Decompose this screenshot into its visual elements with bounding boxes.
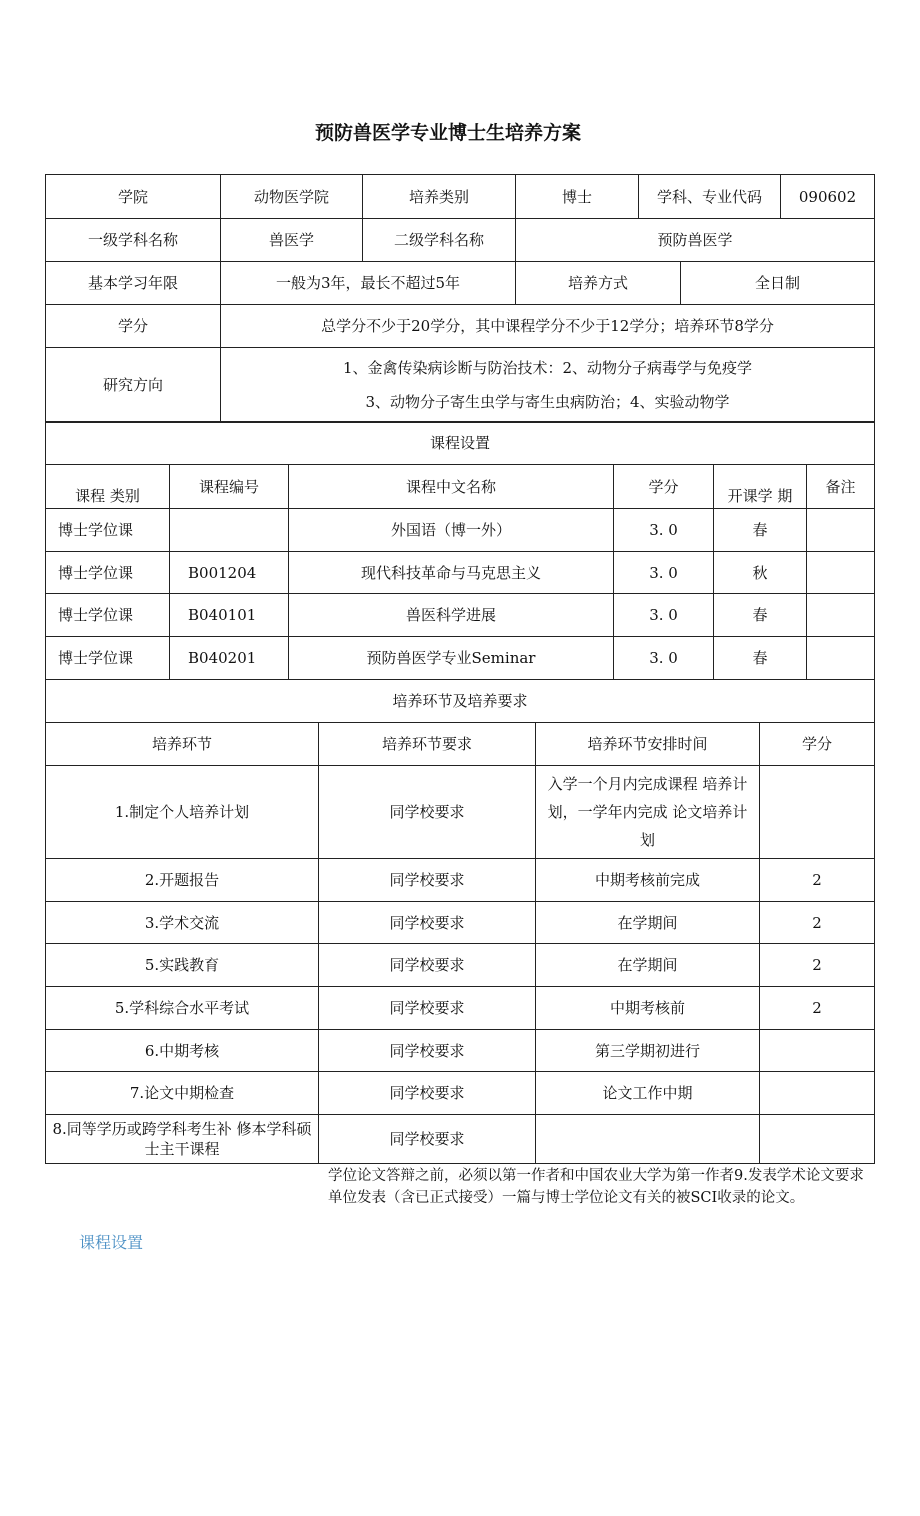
courses-table xyxy=(45,421,875,680)
training-header-requirement: 培养环节要求 xyxy=(319,723,536,766)
course-term: 秋 xyxy=(714,552,807,594)
course-credit: 3. 0 xyxy=(614,509,714,552)
second-discipline-label: 二级学科名称 xyxy=(363,219,516,262)
training-credit xyxy=(760,1030,875,1072)
table-row xyxy=(46,594,875,637)
first-discipline-value: 兽医学 xyxy=(221,219,363,262)
training-schedule: 在学期间 xyxy=(536,902,760,944)
course-term: 春 xyxy=(714,637,807,680)
training-requirement: 同学校要求 xyxy=(319,944,536,987)
training-credit xyxy=(760,1072,875,1115)
code-label: 学科、专业代码 xyxy=(639,175,781,219)
course-header-credit-text: 学分 xyxy=(648,478,679,496)
course-header-name-text: 课程中文名称 xyxy=(405,478,496,496)
thesis-requirement-note: 学位论文答辩之前，必须以第一作者和中国农业大学为第一作者9.发表学术论文要求 单位发表（含已正式接受）一篇与博士学位论文有关的被SCI收录的论文。 xyxy=(328,1168,864,1206)
table-row xyxy=(46,1072,875,1115)
table-row xyxy=(46,637,875,680)
training-link: 6.中期考核 xyxy=(46,1030,319,1072)
course-remark xyxy=(807,509,875,552)
course-credit: 3. 0 xyxy=(614,637,714,680)
course-header-credit xyxy=(614,465,714,509)
research-directions xyxy=(221,348,875,423)
table-row xyxy=(46,766,875,859)
training-link: 1.制定个人培养计划 xyxy=(46,766,319,859)
second-discipline-value: 预防兽医学 xyxy=(516,219,875,262)
training-schedule: 中期考核前完成 xyxy=(536,859,760,902)
course-remark xyxy=(807,552,875,594)
course-name: 现代科技革命与马克思主义 xyxy=(289,552,614,594)
code-value: 090602 xyxy=(781,175,875,219)
mode-value: 全日制 xyxy=(681,262,875,305)
training-credit xyxy=(760,766,875,859)
course-name: 预防兽医学专业Seminar xyxy=(289,637,614,680)
college-value: 动物医学院 xyxy=(221,175,363,219)
courses-section-title: 课程设置 xyxy=(46,422,875,465)
first-discipline-label: 一级学科名称 xyxy=(46,219,221,262)
training-schedule: 在学期间 xyxy=(536,944,760,987)
course-header-remark xyxy=(807,465,875,509)
credit-value: 总学分不少于20学分，其中课程学分不少于12学分；培养环节8学分 xyxy=(221,305,875,348)
research-line-2: 3、动物分子寄生虫学与寄生虫病防治；4、实验动物学 xyxy=(365,393,730,411)
course-credit: 3. 0 xyxy=(614,552,714,594)
training-schedule: 入学一个月内完成课程 培养计划，一学年内完成 论文培养计划 xyxy=(536,766,760,859)
training-link: 2.开题报告 xyxy=(46,859,319,902)
type-label: 培养类别 xyxy=(363,175,516,219)
course-term: 春 xyxy=(714,594,807,637)
course-header-term xyxy=(714,465,807,509)
training-credit: 2 xyxy=(760,859,875,902)
table-row xyxy=(46,1115,875,1164)
course-header-code xyxy=(170,465,289,509)
training-requirement: 同学校要求 xyxy=(319,859,536,902)
table-row xyxy=(46,859,875,902)
college-label: 学院 xyxy=(46,175,221,219)
training-section-title: 培养环节及培养要求 xyxy=(46,680,875,723)
training-link: 3.学术交流 xyxy=(46,902,319,944)
training-link: 5.学科综合水平考试 xyxy=(46,987,319,1030)
course-category: 博士学位课 xyxy=(46,637,170,680)
course-remark xyxy=(807,594,875,637)
research-label: 研究方向 xyxy=(46,348,221,423)
course-code: B001204 xyxy=(170,552,289,594)
training-requirement: 同学校要求 xyxy=(319,1072,536,1115)
course-code: B040101 xyxy=(170,594,289,637)
table-row xyxy=(46,944,875,987)
training-link: 7.论文中期检查 xyxy=(46,1072,319,1115)
training-schedule: 第三学期初进行 xyxy=(536,1030,760,1072)
table-row xyxy=(46,509,875,552)
training-requirement: 同学校要求 xyxy=(319,1115,536,1164)
table-row xyxy=(46,902,875,944)
training-requirement: 同学校要求 xyxy=(319,987,536,1030)
training-credit xyxy=(760,1115,875,1164)
course-header-category-text: 课程 类别 xyxy=(75,487,140,505)
training-schedule: 论文工作中期 xyxy=(536,1072,760,1115)
duration-label: 基本学习年限 xyxy=(46,262,221,305)
course-code: B040201 xyxy=(170,637,289,680)
training-link: 5.实践教育 xyxy=(46,944,319,987)
training-schedule xyxy=(536,1115,760,1164)
course-category: 博士学位课 xyxy=(46,552,170,594)
mode-label: 培养方式 xyxy=(516,262,681,305)
course-term: 春 xyxy=(714,509,807,552)
table-row xyxy=(46,552,875,594)
table-row xyxy=(46,1030,875,1072)
course-header-name xyxy=(289,465,614,509)
training-table xyxy=(45,679,875,1164)
training-credit: 2 xyxy=(760,987,875,1030)
course-category: 博士学位课 xyxy=(46,594,170,637)
training-credit: 2 xyxy=(760,902,875,944)
page-title: 预防兽医学专业博士生培养方案 xyxy=(314,122,581,144)
type-value: 博士 xyxy=(516,175,639,219)
training-requirement: 同学校要求 xyxy=(319,766,536,859)
course-name: 兽医科学进展 xyxy=(289,594,614,637)
training-requirement: 同学校要求 xyxy=(319,902,536,944)
training-schedule: 中期考核前 xyxy=(536,987,760,1030)
training-credit: 2 xyxy=(760,944,875,987)
course-credit: 3. 0 xyxy=(614,594,714,637)
credit-label: 学分 xyxy=(46,305,221,348)
training-header-credit: 学分 xyxy=(760,723,875,766)
training-header-link: 培养环节 xyxy=(46,723,319,766)
table-row xyxy=(46,987,875,1030)
course-code xyxy=(170,509,289,552)
training-header-schedule: 培养环节安排时间 xyxy=(536,723,760,766)
course-category: 博士学位课 xyxy=(46,509,170,552)
basic-info-table xyxy=(45,174,875,423)
duration-value: 一般为3年，最长不超过5年 xyxy=(221,262,516,305)
training-link: 8.同等学历或跨学科考生补 修本学科硕士主干课程 xyxy=(46,1115,319,1164)
course-header-category xyxy=(46,465,170,509)
course-header-code-text: 课程编号 xyxy=(198,478,259,496)
course-header-term-text: 开课学 期 xyxy=(727,487,793,505)
course-header-remark-text: 备注 xyxy=(825,478,856,496)
course-remark xyxy=(807,637,875,680)
course-name: 外国语（博一外） xyxy=(289,509,614,552)
course-settings-link[interactable]: 课程设置 xyxy=(79,1233,144,1252)
training-requirement: 同学校要求 xyxy=(319,1030,536,1072)
research-line-1: 1、金禽传染病诊断与防治技术：2、动物分子病毒学与免疫学 xyxy=(342,359,753,377)
